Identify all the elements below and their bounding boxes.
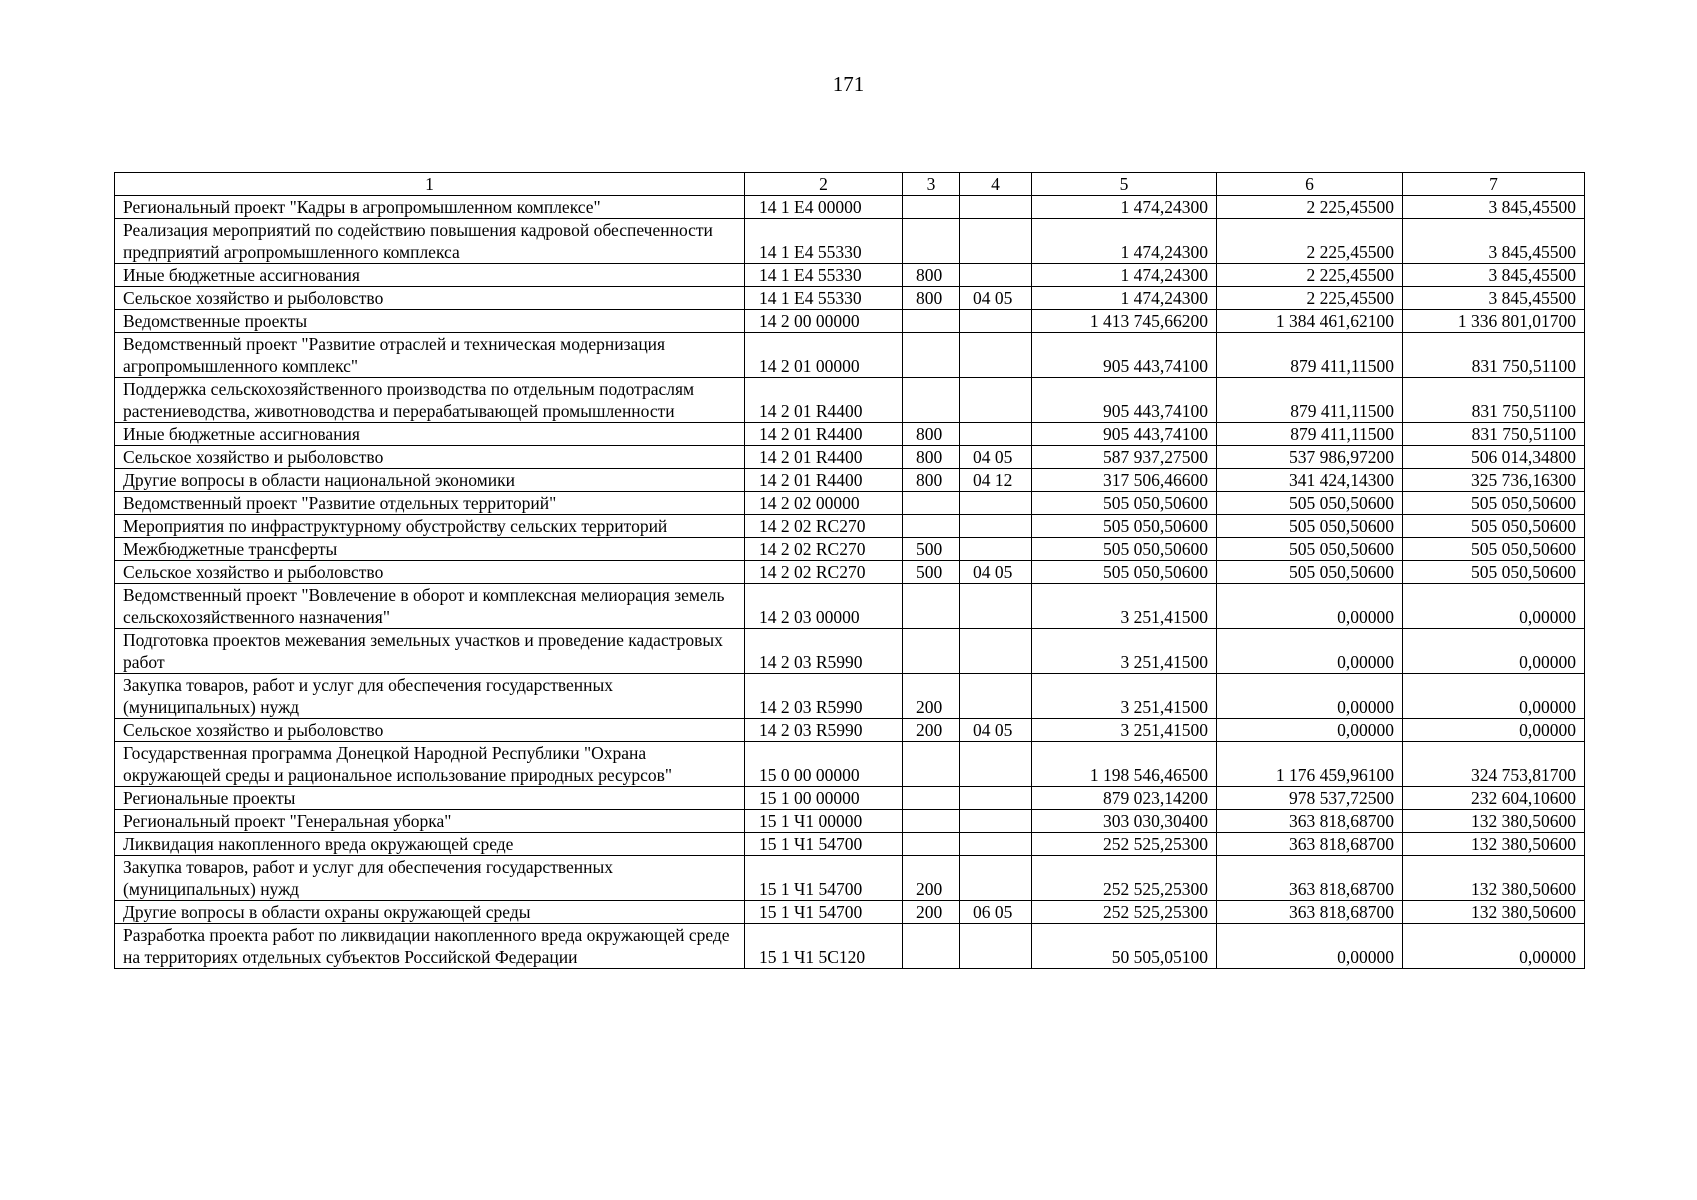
row-target-code: 15 0 00 00000 xyxy=(745,742,903,787)
row-target-code: 15 1 Ч1 54700 xyxy=(745,856,903,901)
row-value-7: 831 750,51100 xyxy=(1403,333,1585,378)
row-value-5: 505 050,50600 xyxy=(1032,492,1217,515)
row-name: Региональные проекты xyxy=(115,787,745,810)
row-value-6: 363 818,68700 xyxy=(1217,901,1403,924)
row-value-7: 0,00000 xyxy=(1403,719,1585,742)
row-value-5: 1 474,24300 xyxy=(1032,264,1217,287)
row-section-code xyxy=(960,264,1032,287)
row-target-code: 14 2 02 RC270 xyxy=(745,515,903,538)
table-row xyxy=(115,584,1585,629)
row-value-5: 252 525,25300 xyxy=(1032,833,1217,856)
row-name: Другие вопросы в области охраны окружающей среды xyxy=(115,901,745,924)
table-row xyxy=(115,674,1585,719)
table-row xyxy=(115,742,1585,787)
row-target-code: 15 1 00 00000 xyxy=(745,787,903,810)
row-name: Разработка проекта работ по ликвидации накопленного вреда окружающей среде на территориях отдельных субъектов Российской Федерации xyxy=(115,924,745,969)
table-row xyxy=(115,561,1585,584)
row-value-5: 905 443,74100 xyxy=(1032,333,1217,378)
row-expense-type: 800 xyxy=(903,446,960,469)
row-value-7: 3 845,45500 xyxy=(1403,264,1585,287)
row-name: Подготовка проектов межевания земельных участков и проведение кадастровых работ xyxy=(115,629,745,674)
budget-table xyxy=(114,172,1585,969)
row-value-7: 831 750,51100 xyxy=(1403,423,1585,446)
row-expense-type: 500 xyxy=(903,538,960,561)
row-section-code: 04 12 xyxy=(960,469,1032,492)
row-name: Региональный проект "Кадры в агропромышленном комплексе" xyxy=(115,196,745,219)
row-target-code: 14 2 01 00000 xyxy=(745,333,903,378)
row-value-6: 879 411,11500 xyxy=(1217,333,1403,378)
row-expense-type xyxy=(903,742,960,787)
row-value-5: 3 251,41500 xyxy=(1032,629,1217,674)
column-header-6: 6 xyxy=(1217,173,1403,196)
column-header-2: 2 xyxy=(745,173,903,196)
column-header-5: 5 xyxy=(1032,173,1217,196)
row-expense-type xyxy=(903,584,960,629)
row-value-7: 1 336 801,01700 xyxy=(1403,310,1585,333)
row-value-7: 0,00000 xyxy=(1403,584,1585,629)
row-section-code xyxy=(960,196,1032,219)
row-target-code: 15 1 Ч1 00000 xyxy=(745,810,903,833)
row-expense-type xyxy=(903,310,960,333)
row-section-code xyxy=(960,924,1032,969)
row-value-7: 0,00000 xyxy=(1403,629,1585,674)
row-value-5: 505 050,50600 xyxy=(1032,561,1217,584)
row-value-6: 537 986,97200 xyxy=(1217,446,1403,469)
row-value-7: 3 845,45500 xyxy=(1403,196,1585,219)
row-value-6: 0,00000 xyxy=(1217,719,1403,742)
row-target-code: 14 2 02 00000 xyxy=(745,492,903,515)
table-row xyxy=(115,856,1585,901)
row-value-6: 505 050,50600 xyxy=(1217,561,1403,584)
row-value-6: 1 176 459,96100 xyxy=(1217,742,1403,787)
row-section-code xyxy=(960,378,1032,423)
row-value-7: 232 604,10600 xyxy=(1403,787,1585,810)
row-value-5: 1 413 745,66200 xyxy=(1032,310,1217,333)
row-target-code: 14 2 01 R4400 xyxy=(745,378,903,423)
row-section-code xyxy=(960,674,1032,719)
row-value-5: 50 505,05100 xyxy=(1032,924,1217,969)
table-header-row xyxy=(115,173,1585,196)
row-expense-type xyxy=(903,333,960,378)
column-header-7: 7 xyxy=(1403,173,1585,196)
row-value-7: 3 845,45500 xyxy=(1403,287,1585,310)
row-value-5: 505 050,50600 xyxy=(1032,515,1217,538)
row-expense-type xyxy=(903,492,960,515)
row-section-code xyxy=(960,856,1032,901)
row-section-code xyxy=(960,787,1032,810)
row-name: Закупка товаров, работ и услуг для обеспечения государственных (муниципальных) нужд xyxy=(115,674,745,719)
row-value-7: 325 736,16300 xyxy=(1403,469,1585,492)
row-expense-type: 200 xyxy=(903,856,960,901)
row-section-code xyxy=(960,310,1032,333)
row-value-7: 831 750,51100 xyxy=(1403,378,1585,423)
row-expense-type: 200 xyxy=(903,901,960,924)
row-value-5: 303 030,30400 xyxy=(1032,810,1217,833)
row-expense-type xyxy=(903,629,960,674)
row-value-6: 505 050,50600 xyxy=(1217,515,1403,538)
row-section-code xyxy=(960,515,1032,538)
row-expense-type: 800 xyxy=(903,264,960,287)
row-value-6: 978 537,72500 xyxy=(1217,787,1403,810)
row-name: Сельское хозяйство и рыболовство xyxy=(115,287,745,310)
row-target-code: 14 1 E4 55330 xyxy=(745,219,903,264)
row-section-code xyxy=(960,538,1032,561)
row-value-6: 363 818,68700 xyxy=(1217,856,1403,901)
row-value-6: 1 384 461,62100 xyxy=(1217,310,1403,333)
column-header-4: 4 xyxy=(960,173,1032,196)
table-row xyxy=(115,810,1585,833)
row-section-code: 04 05 xyxy=(960,719,1032,742)
row-section-code: 04 05 xyxy=(960,446,1032,469)
row-name: Сельское хозяйство и рыболовство xyxy=(115,561,745,584)
table-row xyxy=(115,423,1585,446)
table-row xyxy=(115,515,1585,538)
row-target-code: 15 1 Ч1 54700 xyxy=(745,833,903,856)
row-section-code: 04 05 xyxy=(960,287,1032,310)
row-value-7: 132 380,50600 xyxy=(1403,833,1585,856)
row-expense-type xyxy=(903,810,960,833)
row-name: Иные бюджетные ассигнования xyxy=(115,423,745,446)
page-number: 171 xyxy=(832,72,865,96)
row-value-5: 252 525,25300 xyxy=(1032,901,1217,924)
column-header-3: 3 xyxy=(903,173,960,196)
row-name: Ведомственный проект "Вовлечение в оборот и комплексная мелиорация земель сельскохозяйственного назначения" xyxy=(115,584,745,629)
row-name: Ведомственный проект "Развитие отдельных территорий" xyxy=(115,492,745,515)
row-value-5: 3 251,41500 xyxy=(1032,584,1217,629)
row-target-code: 14 2 00 00000 xyxy=(745,310,903,333)
row-expense-type: 800 xyxy=(903,469,960,492)
row-target-code: 15 1 Ч1 54700 xyxy=(745,901,903,924)
row-target-code: 14 2 02 RC270 xyxy=(745,561,903,584)
row-value-5: 587 937,27500 xyxy=(1032,446,1217,469)
row-section-code xyxy=(960,584,1032,629)
row-name: Иные бюджетные ассигнования xyxy=(115,264,745,287)
row-value-6: 879 411,11500 xyxy=(1217,423,1403,446)
table-row xyxy=(115,538,1585,561)
row-value-7: 505 050,50600 xyxy=(1403,492,1585,515)
row-value-7: 132 380,50600 xyxy=(1403,810,1585,833)
row-section-code xyxy=(960,629,1032,674)
row-expense-type xyxy=(903,515,960,538)
row-value-7: 505 050,50600 xyxy=(1403,561,1585,584)
row-target-code: 14 1 E4 00000 xyxy=(745,196,903,219)
row-name: Сельское хозяйство и рыболовство xyxy=(115,719,745,742)
row-value-6: 363 818,68700 xyxy=(1217,833,1403,856)
row-name: Государственная программа Донецкой Народной Республики "Охрана окружающей среды и рациональное использование природных ресурсов" xyxy=(115,742,745,787)
row-target-code: 14 1 E4 55330 xyxy=(745,264,903,287)
row-section-code xyxy=(960,333,1032,378)
row-target-code: 14 2 01 R4400 xyxy=(745,469,903,492)
row-value-6: 341 424,14300 xyxy=(1217,469,1403,492)
row-name: Региональный проект "Генеральная уборка" xyxy=(115,810,745,833)
table-row xyxy=(115,446,1585,469)
row-section-code xyxy=(960,423,1032,446)
row-value-5: 1 474,24300 xyxy=(1032,287,1217,310)
row-target-code: 14 2 02 RC270 xyxy=(745,538,903,561)
row-value-7: 506 014,34800 xyxy=(1403,446,1585,469)
table-row xyxy=(115,469,1585,492)
row-value-6: 0,00000 xyxy=(1217,924,1403,969)
table-row xyxy=(115,719,1585,742)
row-name: Поддержка сельскохозяйственного производства по отдельным подотраслям растениеводства, животноводства и перерабатывающей промышленности xyxy=(115,378,745,423)
table-row xyxy=(115,901,1585,924)
row-value-6: 505 050,50600 xyxy=(1217,492,1403,515)
row-value-5: 3 251,41500 xyxy=(1032,674,1217,719)
row-value-6: 505 050,50600 xyxy=(1217,538,1403,561)
row-value-5: 1 474,24300 xyxy=(1032,196,1217,219)
row-name: Другие вопросы в области национальной экономики xyxy=(115,469,745,492)
row-value-7: 132 380,50600 xyxy=(1403,856,1585,901)
row-value-7: 0,00000 xyxy=(1403,924,1585,969)
row-section-code xyxy=(960,833,1032,856)
row-value-5: 317 506,46600 xyxy=(1032,469,1217,492)
row-target-code: 14 2 01 R4400 xyxy=(745,446,903,469)
row-name: Закупка товаров, работ и услуг для обеспечения государственных (муниципальных) нужд xyxy=(115,856,745,901)
row-value-5: 1 198 546,46500 xyxy=(1032,742,1217,787)
table-row xyxy=(115,629,1585,674)
row-expense-type: 200 xyxy=(903,719,960,742)
row-value-7: 505 050,50600 xyxy=(1403,515,1585,538)
row-value-6: 0,00000 xyxy=(1217,629,1403,674)
table-row xyxy=(115,264,1585,287)
row-value-7: 3 845,45500 xyxy=(1403,219,1585,264)
row-target-code: 14 2 03 R5990 xyxy=(745,719,903,742)
row-target-code: 15 1 Ч1 5С120 xyxy=(745,924,903,969)
row-expense-type: 800 xyxy=(903,287,960,310)
row-target-code: 14 2 01 R4400 xyxy=(745,423,903,446)
row-name: Ведомственный проект "Развитие отраслей и техническая модернизация агропромышленного комплекс" xyxy=(115,333,745,378)
row-expense-type xyxy=(903,378,960,423)
row-name: Мероприятия по инфраструктурному обустройству сельских территорий xyxy=(115,515,745,538)
row-expense-type xyxy=(903,833,960,856)
row-expense-type: 500 xyxy=(903,561,960,584)
row-expense-type: 800 xyxy=(903,423,960,446)
column-header-1: 1 xyxy=(115,173,745,196)
row-value-5: 3 251,41500 xyxy=(1032,719,1217,742)
row-value-5: 905 443,74100 xyxy=(1032,378,1217,423)
row-value-5: 505 050,50600 xyxy=(1032,538,1217,561)
row-value-5: 905 443,74100 xyxy=(1032,423,1217,446)
row-target-code: 14 2 03 R5990 xyxy=(745,674,903,719)
row-expense-type: 200 xyxy=(903,674,960,719)
row-value-7: 0,00000 xyxy=(1403,674,1585,719)
row-target-code: 14 1 E4 55330 xyxy=(745,287,903,310)
table-row xyxy=(115,492,1585,515)
table-row xyxy=(115,787,1585,810)
table-row xyxy=(115,219,1585,264)
table-row xyxy=(115,196,1585,219)
table-row xyxy=(115,924,1585,969)
row-name: Реализация мероприятий по содействию повышения кадровой обеспеченности предприятий агропромышленного комплекса xyxy=(115,219,745,264)
row-value-7: 132 380,50600 xyxy=(1403,901,1585,924)
row-section-code xyxy=(960,742,1032,787)
row-name: Сельское хозяйство и рыболовство xyxy=(115,446,745,469)
row-value-6: 0,00000 xyxy=(1217,674,1403,719)
row-value-7: 505 050,50600 xyxy=(1403,538,1585,561)
row-value-5: 879 023,14200 xyxy=(1032,787,1217,810)
row-value-6: 2 225,45500 xyxy=(1217,219,1403,264)
table-body xyxy=(115,196,1585,969)
table-row xyxy=(115,287,1585,310)
row-name: Межбюджетные трансферты xyxy=(115,538,745,561)
table-row xyxy=(115,310,1585,333)
row-section-code xyxy=(960,810,1032,833)
row-section-code xyxy=(960,492,1032,515)
row-expense-type xyxy=(903,924,960,969)
row-section-code: 06 05 xyxy=(960,901,1032,924)
row-expense-type xyxy=(903,196,960,219)
row-value-5: 1 474,24300 xyxy=(1032,219,1217,264)
table-row xyxy=(115,378,1585,423)
row-value-6: 2 225,45500 xyxy=(1217,196,1403,219)
row-value-7: 324 753,81700 xyxy=(1403,742,1585,787)
row-expense-type xyxy=(903,787,960,810)
row-expense-type xyxy=(903,219,960,264)
row-target-code: 14 2 03 R5990 xyxy=(745,629,903,674)
row-value-6: 0,00000 xyxy=(1217,584,1403,629)
table-row xyxy=(115,833,1585,856)
row-value-6: 2 225,45500 xyxy=(1217,264,1403,287)
row-section-code: 04 05 xyxy=(960,561,1032,584)
table-row xyxy=(115,333,1585,378)
row-value-5: 252 525,25300 xyxy=(1032,856,1217,901)
row-value-6: 363 818,68700 xyxy=(1217,810,1403,833)
row-value-6: 879 411,11500 xyxy=(1217,378,1403,423)
row-name: Ведомственные проекты xyxy=(115,310,745,333)
row-section-code xyxy=(960,219,1032,264)
row-name: Ликвидация накопленного вреда окружающей среде xyxy=(115,833,745,856)
row-value-6: 2 225,45500 xyxy=(1217,287,1403,310)
row-target-code: 14 2 03 00000 xyxy=(745,584,903,629)
